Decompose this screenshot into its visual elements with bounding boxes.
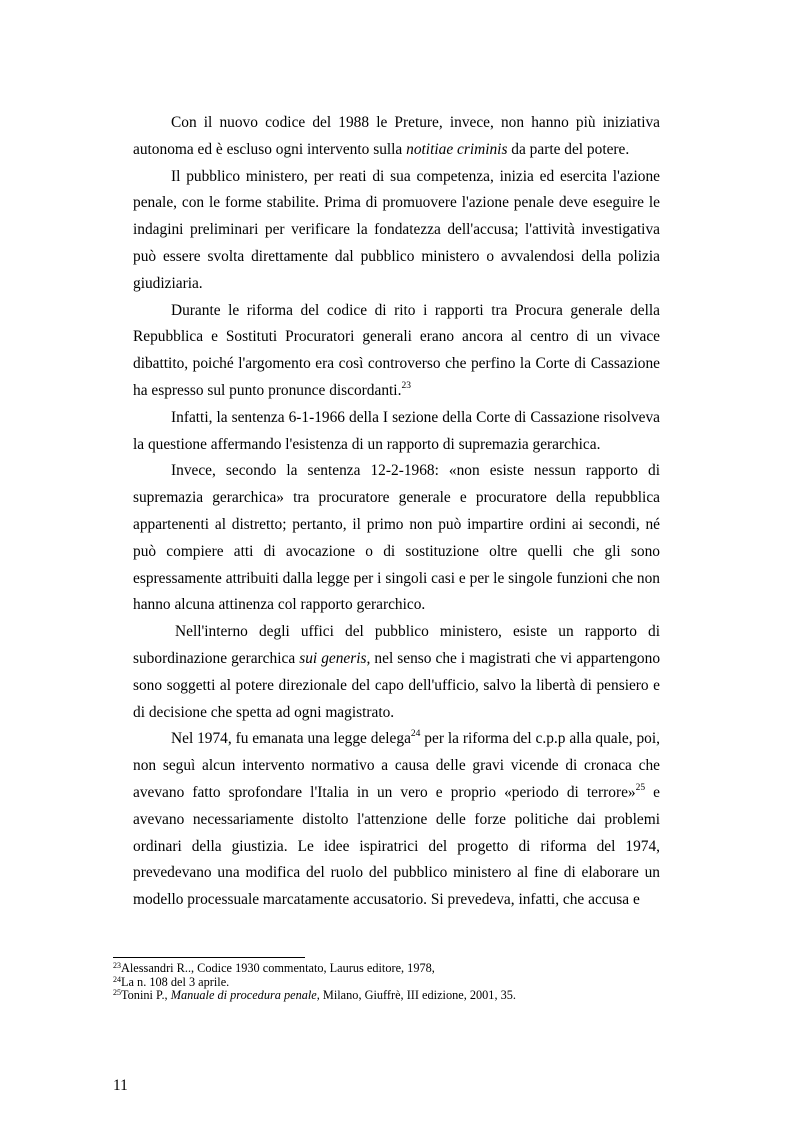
italic-term: notitiae criminis (406, 140, 508, 158)
paragraph-1: Con il nuovo codice del 1988 le Preture, invece, non hanno più iniziativa autonoma ed è escluso ogni intervento sulla notitiae criminis da parte del potere. (133, 114, 660, 158)
footnote-24: $^{24}$La n. 108 del 3 aprile. (113, 974, 230, 989)
footnote-ref-24: 24 (410, 729, 421, 740)
paragraph-4: Infatti, la sentenza 6-1-1966 della I sezione della Corte di Cassazione risolveva la questione affermando l'esistenza di un rapporto di supremazia gerarchica. (133, 408, 660, 453)
paragraph-3: Durante le riforma del codice di rito i rapporti tra Procura generale della Repubblica e Sostituti Procuratori generali erano ancora al centro di un vivace dibattito, poiché l'argomento era così controverso che perfino la Corte di Cassazione ha espresso sul punto pronunce discordanti.$^{23}$ (133, 301, 660, 399)
paragraph-7: Nel 1974, fu emanata una legge delega$^{24}$ per la riforma del c.p.p alla quale, poi, non seguì alcun intervento normativo a causa delle gravi vicende di cronaca che avevano fatto sprofondare l'Italia in un vero e proprio «periodo di terrore»$^{25}$ e avevano necessariamente distolto l'attenzione delle forze politiche dai problemi ordinari della giustizia. Le idee ispiratrici del progetto di riforma del 1974, prevedevano una modifica del ruolo del pubblico ministero al fine di elaborare un modello processuale marcatamente accusatorio. Si prevedeva, infatti, che accusa e (133, 729, 661, 909)
paragraph-6: Nell'interno degli uffici del pubblico ministero, esiste un rapporto di subordinazione gerarchica sui generis, nel senso che i magistrati che vi appartengono sono soggetti al potere direzionale del capo dell'ufficio, salvo la libertà di pensiero e di decisione che spetta ad ogni magistrato. (133, 623, 661, 721)
footnotes (113, 962, 673, 1003)
footnote-ref-23: 23 (401, 380, 411, 391)
paragraph-2: Il pubblico ministero, per reati di sua competenza, inizia ed esercita l'azione penale, con le forme stabilite. Prima di promuovere l'azione penale deve eseguire le indagini preliminari per verificare la fondatezza dell'accusa; l'attività investigativa può essere svolta direttamente dal pubblico ministero o avvalendosi della polizia giudiziaria. (133, 167, 660, 292)
footnote-ref-25: 25 (635, 782, 646, 793)
italic-term: sui generis, (299, 649, 371, 667)
paragraph-5: Invece, secondo la sentenza 12-2-1968: «non esiste nessun rapporto di supremazia gerarchica» tra procuratore generale e procuratore della repubblica appartenenti al distretto; pertanto, il primo non può impartire ordini ai secondi, né può compiere atti di avocazione o di sostituzione oltre quelli che gli sono espressamente attribuiti dalla legge per i singoli casi e per le singole funzioni che non hanno alcuna attinenza col rapporto gerarchico. (133, 462, 660, 614)
page-number: 11 (113, 1077, 128, 1094)
footnote-separator (113, 957, 305, 958)
footnote-23: $^{23}$Alessandri R.., Codice 1930 commentato, Laurus editore, 1978, (113, 961, 435, 975)
body-text (133, 110, 660, 914)
footnote-25: $^{25}$Tonini P., Manuale di procedura penale, Milano, Giuffrè, III edizione, 2001, 35. (113, 988, 516, 1003)
